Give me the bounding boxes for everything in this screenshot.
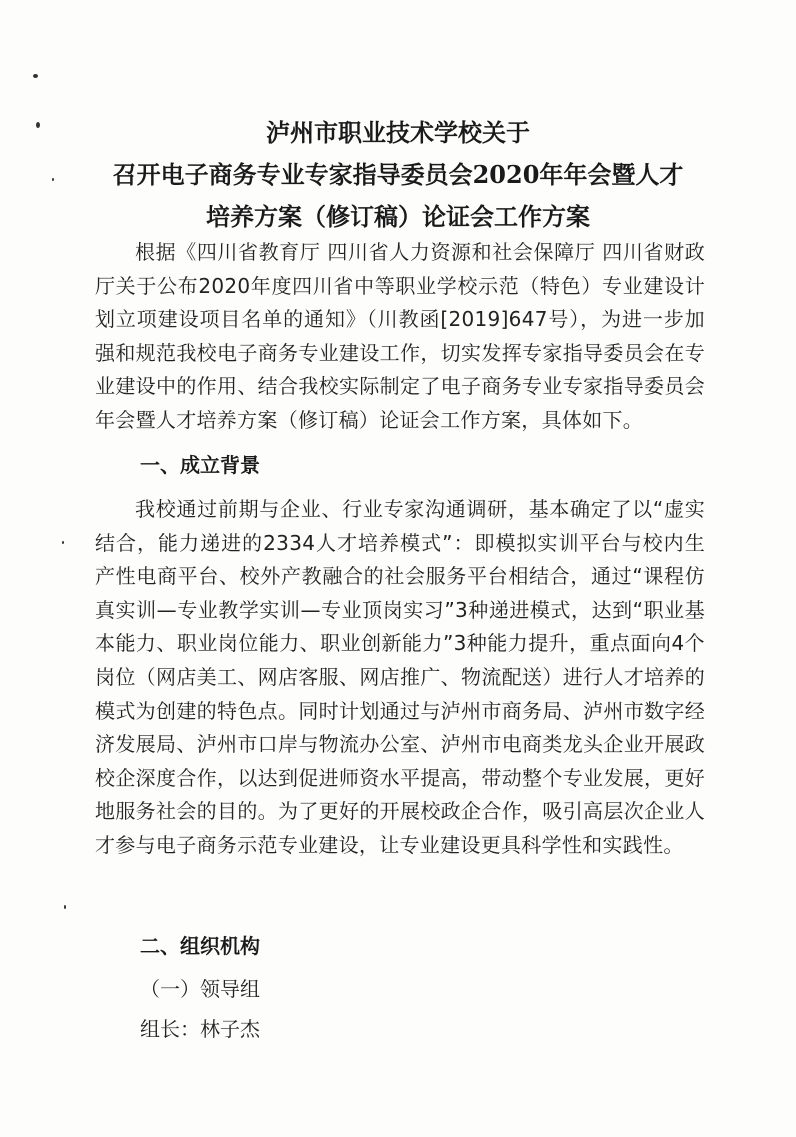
document-title-line-3: 培养方案（修订稿）论证会工作方案 xyxy=(206,202,590,231)
document-title-line-2: 召开电子商务专业专家指导委员会2020年年会暨人才 xyxy=(112,160,684,189)
section-heading-background: 一、成立背景 xyxy=(140,453,260,477)
document-title-line-1: 泸州市职业技术学校关于 xyxy=(266,118,530,147)
subsection-leadership-group: （一）领导组 xyxy=(140,977,260,1001)
scan-speck xyxy=(62,541,64,544)
scan-speck xyxy=(33,74,38,78)
intro-paragraph: 根据《四川省教育厅 四川省人力资源和社会保障厅 四川省财政厅关于公布2020年度四川省中等职业学校示范（特色）专业建设计划立项建设项目名单的通知》（川教函[2019]647号），为进一步加强和规范我校电子商务专业建设工作，切实发挥专家指导委员会在专业建设中的作用、结合我校实际制定了电子商务专业专家指导委员会年会暨人才培养方案（修订稿）论证会工作方案，具体如下。 xyxy=(95,240,705,432)
scan-speck xyxy=(64,905,66,909)
section-heading-organization: 二、组织机构 xyxy=(140,934,260,958)
background-paragraph: 我校通过前期与企业、行业专家沟通调研，基本确定了以“虚实结合，能力递进的2334人才培养模式”：即模拟实训平台与校内生产性电商平台、校外产教融合的社会服务平台相结合，通过“课程仿真实训—专业教学实训—专业顶岗实习”3种递进模式，达到“职业基本能力、职业岗位能力、职业创新能力”3种能力提升，重点面向4个岗位（网店美工、网店客服、网店推广、物流配送）进行人才培养的模式为创建的特色点。同时计划通过与泸州市商务局、泸州市数字经济发展局、泸州市口岸与物流办公室、泸州市电商类龙头企业开展政校企深度合作，以达到促进师资水平提高，带动整个专业发展，更好地服务社会的目的。为了更好的开展校政企合作，吸引高层次企业人才参与电子商务示范专业建设，让专业建设更具科学性和实践性。 xyxy=(95,497,705,857)
group-leader-line: 组长：林子杰 xyxy=(140,1017,260,1041)
